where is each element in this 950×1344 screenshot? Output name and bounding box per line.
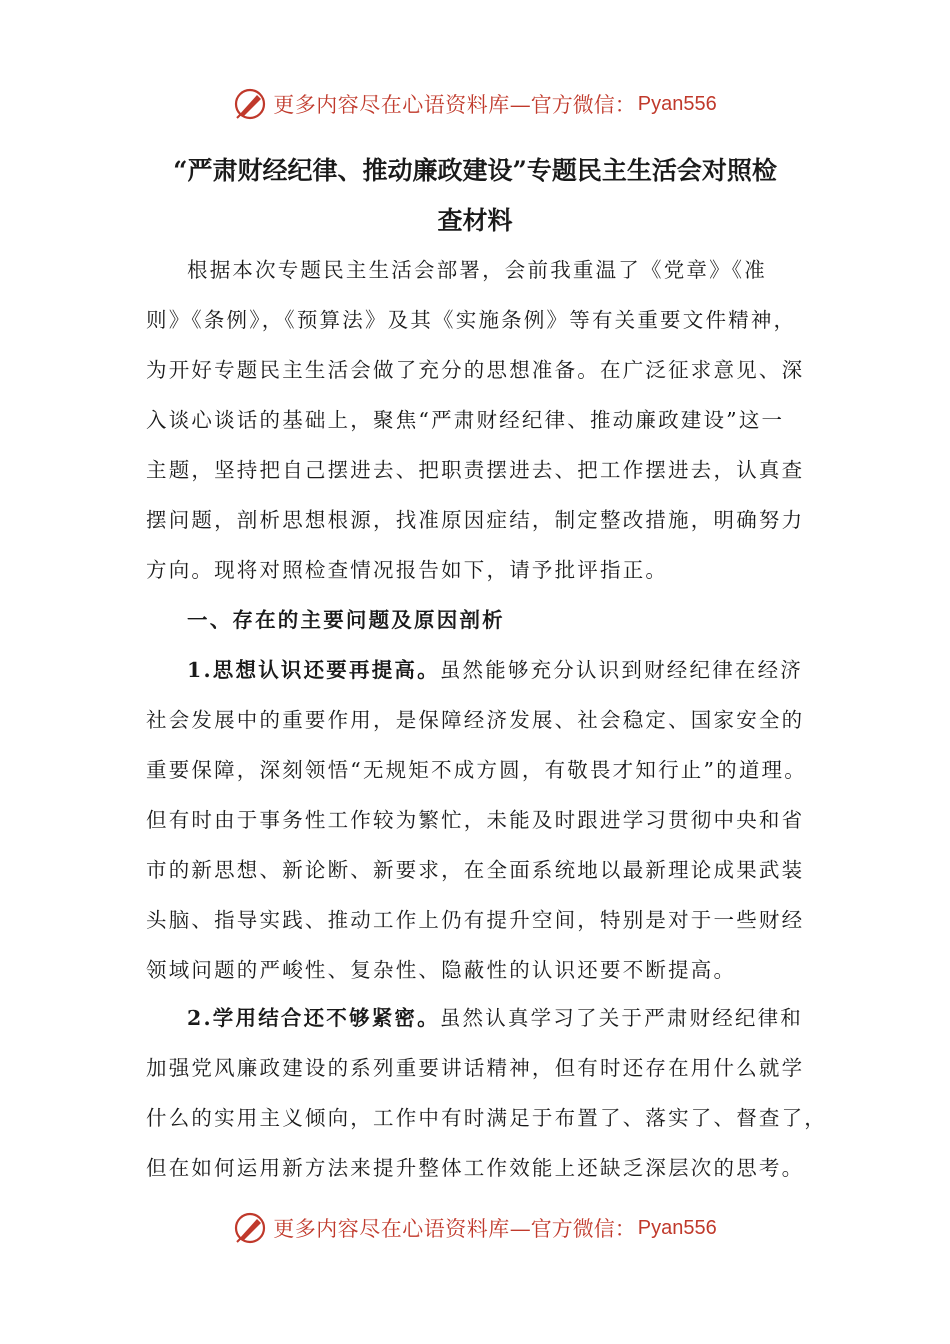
item2-line: 加强党风廉政建设的系列重要讲话精神，但有时还存在用什么就学	[146, 1056, 805, 1080]
watermark-text: 更多内容尽在心语资料库	[273, 93, 510, 117]
intro-line: 摆问题，剖析思想根源，找准原因症结，制定整改措施，明确努力	[146, 508, 805, 532]
document-title-line-2: 查材料	[437, 206, 513, 235]
watermark-text: 更多内容尽在心语资料库	[273, 1217, 510, 1241]
item1-first-rest: 虽然能够充分认识到财经纪律在经济	[439, 658, 804, 682]
document-title-line-1: “严肃财经纪律、推动廉政建设”专题民主生活会对照检	[173, 156, 777, 185]
watermark-banner-top	[0, 84, 950, 124]
item1-first-line	[146, 655, 806, 685]
intro-line: 入谈心谈话的基础上，聚焦“严肃财经纪律、推动廉政建设”这一	[146, 408, 785, 432]
item2-line: 但在如何运用新方法来提升整体工作效能上还缺乏深层次的思考。	[146, 1156, 805, 1180]
section-heading: 一、存在的主要问题及原因剖析	[187, 608, 505, 632]
pen-logo-icon	[233, 1211, 267, 1245]
intro-line: 为开好专题民主生活会做了充分的思想准备。在广泛征求意见、深	[146, 358, 805, 382]
intro-line: 方向。现将对照检查情况报告如下，请予批评指正。	[146, 558, 669, 582]
item1-line: 头脑、指导实践、推动工作上仍有提升空间，特别是对于一些财经	[146, 908, 805, 932]
item1-line: 但有时由于事务性工作较为繁忙，未能及时跟进学习贯彻中央和省	[146, 808, 805, 832]
pen-logo-icon	[233, 87, 267, 121]
item1-line: 重要保障，深刻领悟“无规矩不成方圆，有敬畏才知行止”的道理。	[146, 758, 807, 782]
item2-first-line	[146, 1003, 806, 1033]
item1-line: 社会发展中的重要作用，是保障经济发展、社会稳定、国家安全的	[146, 708, 805, 732]
item1-line: 市的新思想、新论断、新要求，在全面系统地以最新理论成果武装	[146, 858, 805, 882]
item2-line: 什么的实用主义倾向，工作中有时满足于布置了、落实了、督查了，	[146, 1106, 827, 1130]
intro-line: 根据本次专题民主生活会部署，会前我重温了《党章》《准	[187, 258, 767, 282]
item1-line: 领域问题的严峻性、复杂性、隐蔽性的认识还要不断提高。	[146, 958, 737, 982]
watermark-wechat-id: Pyan556	[637, 92, 717, 115]
watermark-wechat-label: —官方微信：	[509, 1217, 636, 1241]
watermark-wechat-label: —官方微信：	[509, 93, 636, 117]
item2-first-rest: 虽然认真学习了关于严肃财经纪律和	[439, 1006, 804, 1030]
intro-line: 则》《条例》，《预算法》及其《实施条例》等有关重要文件精神，	[146, 308, 797, 332]
intro-line: 主题，坚持把自己摆进去、把职责摆进去、把工作摆进去，认真查	[146, 458, 805, 482]
item2-lead: 2.学用结合还不够紧密。	[187, 1006, 440, 1030]
watermark-banner-bottom	[0, 1208, 950, 1248]
item1-lead: 1.思想认识还要再提高。	[187, 658, 440, 682]
watermark-wechat-id: Pyan556	[637, 1216, 717, 1239]
